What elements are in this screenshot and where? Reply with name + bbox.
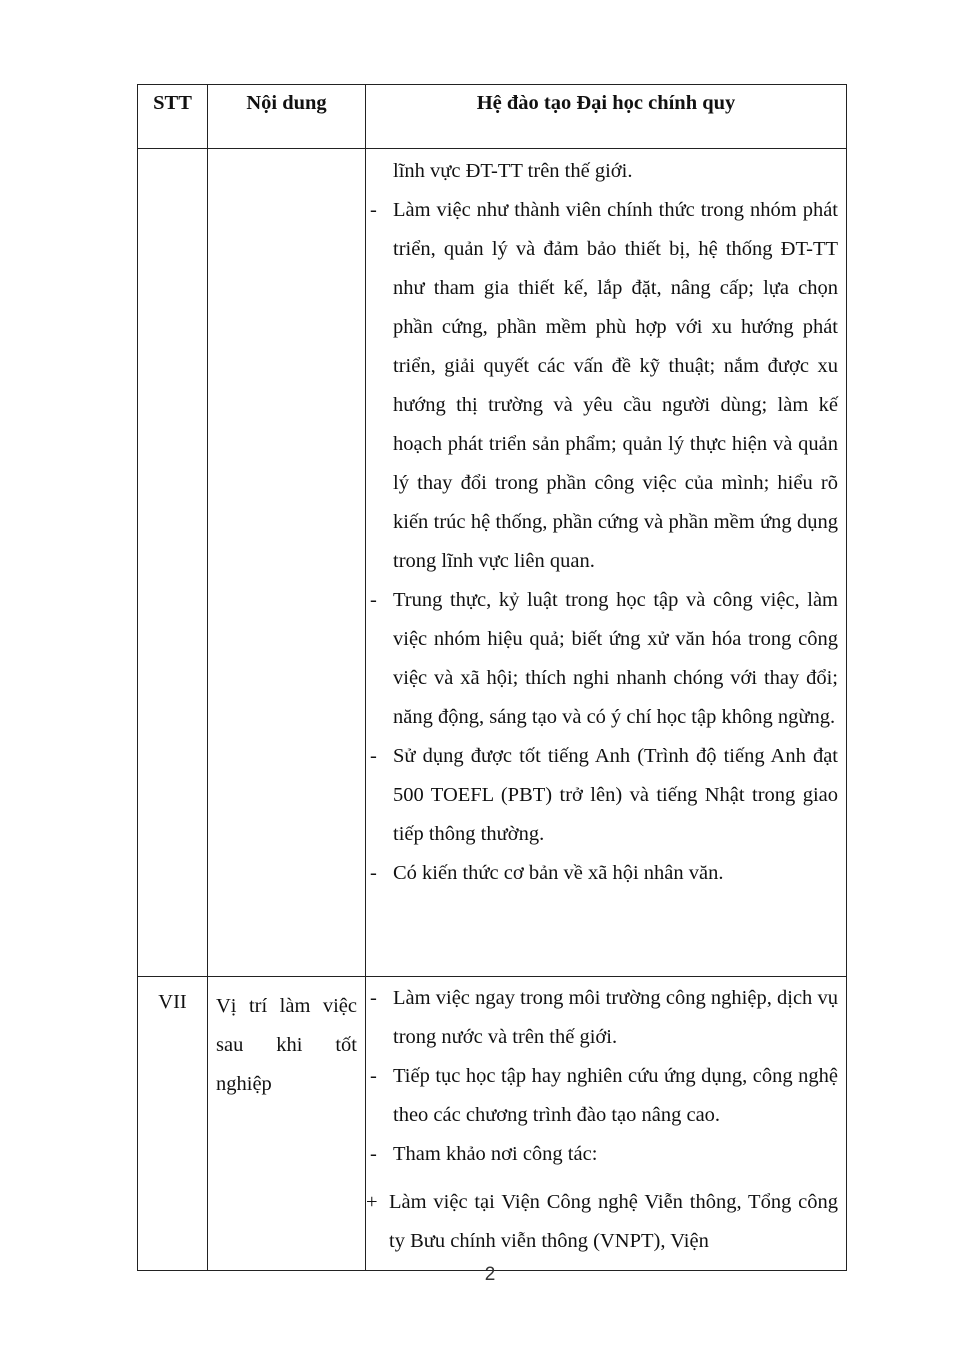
- table-row: [138, 149, 847, 977]
- list-item: [366, 854, 838, 893]
- row-noi-dung: Vị trí làm việc sau khi tốt nghiệp: [208, 977, 366, 1271]
- row-stt: [138, 149, 208, 977]
- row-noi-dung: [208, 149, 366, 977]
- row-content: [366, 149, 847, 977]
- item-text: Làm việc tại Viện Công nghệ Viễn thông, Tổng công ty Bưu chính viễn thông (VNPT), Viện: [389, 1191, 838, 1252]
- row-stt: VII: [138, 977, 208, 1271]
- item-marker: -: [370, 862, 377, 884]
- item-text: lĩnh vực ĐT-TT trên thế giới.: [393, 160, 633, 182]
- item-marker: -: [370, 199, 377, 221]
- list-item: [366, 191, 838, 581]
- item-marker: +: [366, 1191, 378, 1213]
- list-item: [366, 737, 838, 854]
- list-item: [366, 979, 838, 1057]
- header-stt: STT: [138, 85, 208, 149]
- header-row: [138, 85, 847, 149]
- row-content: [366, 977, 847, 1271]
- item-text: Làm việc ngay trong môi trường công nghiệp, dịch vụ trong nước và trên thế giới.: [393, 987, 838, 1048]
- item-marker: -: [370, 1143, 377, 1165]
- item-text: Sử dụng được tốt tiếng Anh (Trình độ tiếng Anh đạt 500 TOEFL (PBT) trở lên) và tiếng Nhật trong giao tiếp thông thường.: [393, 745, 838, 845]
- item-marker: -: [370, 589, 377, 611]
- item-marker: -: [370, 987, 377, 1009]
- item-text: Làm việc như thành viên chính thức trong nhóm phát triển, quản lý và đảm bảo thiết bị, hệ thống ĐT-TT như tham gia thiết kế, lắp đặt, nâng cấp; lựa chọn phần cứng, phần mềm phù hợp với xu hướng phát triển, giải quyết các vấn đề kỹ thuật; nắm được xu hướng thị trường và yêu cầu người dùng; làm kế hoạch phát triển sản phẩm; quản lý thực hiện và quản lý thay đổi trong phần công việc của mình; hiểu rõ kiến trúc hệ thống, phần cứng và phần mềm ứng dụng trong lĩnh vực liên quan.: [393, 199, 838, 572]
- page-number: 2: [484, 1264, 496, 1285]
- item-marker: -: [370, 745, 377, 767]
- header-he-dao-tao: Hệ đào tạo Đại học chính quy: [366, 85, 847, 149]
- program-table: [137, 84, 847, 1271]
- list-item: [366, 1183, 838, 1261]
- item-text: Tham khảo nơi công tác:: [393, 1143, 598, 1165]
- table-row: [138, 977, 847, 1271]
- item-text: Trung thực, kỷ luật trong học tập và công việc, làm việc nhóm hiệu quả; biết ứng xử văn hóa trong công việc và xã hội; thích nghi nhanh chóng với thay đổi; năng động, sáng tạo và có ý chí học tập không ngừng.: [393, 589, 838, 728]
- list-item: [366, 1135, 838, 1174]
- list-item: [366, 1057, 838, 1135]
- list-item: [366, 581, 838, 737]
- header-noi-dung: Nội dung: [208, 85, 366, 149]
- list-item: [366, 149, 838, 191]
- item-text: Có kiến thức cơ bản về xã hội nhân văn.: [393, 862, 724, 884]
- item-text: Tiếp tục học tập hay nghiên cứu ứng dụng, công nghệ theo các chương trình đào tạo nâng cao.: [393, 1065, 838, 1126]
- item-marker: -: [370, 1065, 377, 1087]
